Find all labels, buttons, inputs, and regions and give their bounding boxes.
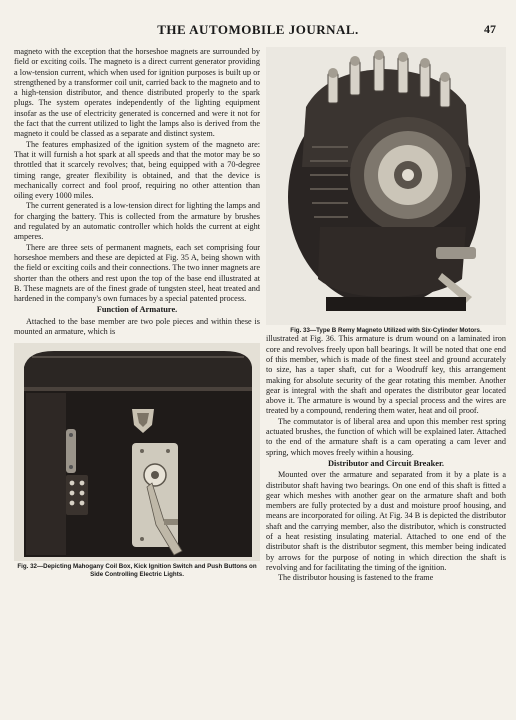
figure-caption: Fig. 33—Type B Remy Magneto Utilized with Six-Cylinder Motors. <box>290 327 482 334</box>
coil-box-illustration <box>14 343 260 561</box>
journal-title: THE AUTOMOBILE JOURNAL. <box>157 22 359 37</box>
paragraph: magneto with the exception that the horseshoe magnets are surrounded by field or exciting coils. The magneto is a direct current generator providing a low-tension current, which when used for ignition purposes is built up or strengthened by a transformer coil unit, carried back to the magneto and to a high-tension distributor, and thence distributed properly to the spark plugs. The system operates independently of the lighting equipment insofar as the use of electricity generated is concerned and were it not for the fact that the current utilized to light the lamps also is derived from the magneto it could be classed as a separate and distinct system. <box>14 47 260 139</box>
figure-caption: Fig. 32—Depicting Mahogany Coil Box, Kick Ignition Switch and Push Buttons on Side Controlling Electric Lights. <box>17 563 257 578</box>
section-heading: Function of Armature. <box>96 305 178 315</box>
paragraph: The features emphasized of the ignition system of the magneto are: That it will furnish a hot spark at all speeds and that the motor may be so throttled that it scarcely revolves; that, being equipped with a 70-degree timing range, greater flexibility is obtained, and that the device is mechanically correct and fool proof, requiring no other attention than oiling every 1000 miles. <box>14 139 260 201</box>
paragraph: illustrated at Fig. 36. This armature is drum wound on a laminated iron core and revolves freely upon ball bearings. It will be noted that one end of this member, which is made of the finest steel and ground accurately to size, has a taper shaft, cut for a Woodruff key, this arrangement making for absolute security of the gear rotating this member. Another gear is integral with the shaft and operates the distributor gear located above it. The armature is wound by a special process and the wires are treated by a compound, rendering them water, heat and oil proof. <box>266 334 506 416</box>
paragraph: The distributor housing is fastened to the frame <box>278 573 434 583</box>
paragraph: The current generated is a low-tension direct for lighting the lamps and for charging the battery. This is collected from the armature by brushes and regulated by an automatic controller which holds the current at eight amperes. <box>14 201 260 242</box>
paragraph: Attached to the base member are two pole pieces and within these is mounted an armature, which is <box>14 316 260 337</box>
page-number: 47 <box>484 22 496 36</box>
paragraph: Mounted over the armature and separated from it by a plate is a distributor shaft having two bearings. On one end of this shaft is fitted a gear which meshes with another gear on the armature shaft and both members are fully protected by a dust and moisture proof housing, and means are incorporated for oiling. At Fig. 34 B is depicted the distributor shaft and the carrying member, also the distributor, which is constructed of a heat resisting insulating material. Attached to one end of the distributor shaft is the distributor segment, this member being indicated by arrows for the purpose of noting in which direction the shaft is revolving and for facilitating the timing of the ignition. <box>266 470 506 572</box>
paragraph: There are three sets of permanent magnets, each set comprising four horseshoe members and these are depicted at Fig. 35 A, being shown with the field or exciting coils and their connections. The two inner magnets are shorter than the others and rest upon the top of the base end illustrated at B. These magnets are of the finest grade of tungsten steel, heat treated and hardened in the company's own furnaces by a special patented process. <box>14 242 260 304</box>
section-heading: Distributor and Circuit Breaker. <box>327 458 444 468</box>
right-column <box>266 47 506 584</box>
left-column <box>14 47 260 578</box>
figure-magneto <box>266 47 506 325</box>
magneto-illustration <box>266 47 506 325</box>
page-header <box>14 22 502 38</box>
figure-coil-box <box>14 343 260 561</box>
paragraph: The commutator is of liberal area and upon this member rest spring actuated brushes, the function of which will be explained later. Attached to the end of the armature shaft is a cam operating a cam lever and spring, which moves freely within a housing. <box>266 416 506 457</box>
